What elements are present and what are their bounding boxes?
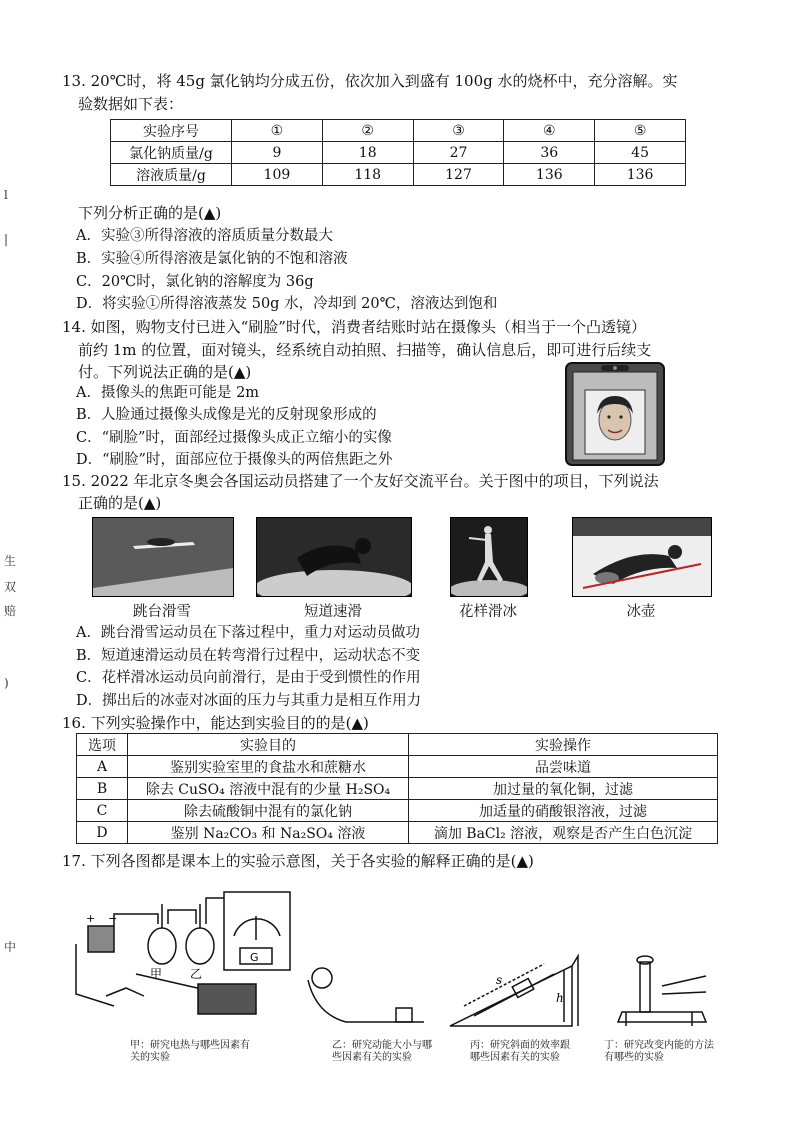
table-header-cell: ⑤: [595, 120, 686, 142]
table-row: [77, 800, 718, 822]
table-cell: 氯化钠质量/g: [111, 142, 232, 164]
caption-figure-jia: 甲：研究电热与哪些因素有关的实验: [130, 1040, 250, 1063]
margin-mark: 中: [4, 940, 17, 954]
table-cell: 加适量的硝酸银溶液，过滤: [409, 800, 718, 822]
figure-label-jia: 甲: [150, 967, 163, 981]
q13-data-table: [110, 119, 686, 186]
svg-text:−: −: [108, 912, 118, 925]
internal-energy-figure: [602, 948, 712, 1030]
circuit-heating-figure: [66, 884, 300, 1034]
table-header-cell: 实验操作: [409, 734, 718, 756]
table-cell: 36: [504, 142, 595, 164]
margin-mark: 生: [4, 554, 17, 568]
caption-curling: 冰壶: [626, 604, 656, 620]
table-header-cell: 选项: [77, 734, 128, 756]
table-cell: B: [77, 778, 128, 800]
q17-stem: 17. 下列各图都是课本上的实验示意图，关于各实验的解释正确的是(▲): [62, 852, 534, 870]
table-cell: 18: [322, 142, 413, 164]
q13-stem-line2: 验数据如下表：: [78, 95, 184, 113]
figure-label-yi: 乙: [190, 967, 203, 981]
table-cell: C: [77, 800, 128, 822]
table-row: [77, 822, 718, 844]
q15-option-d: D．掷出后的冰壶对冰面的压力与其重力是相互作用力: [76, 693, 422, 709]
table-cell: 除去硫酸铜中混有的氯化钠: [128, 800, 409, 822]
table-header-cell: ①: [232, 120, 323, 142]
table-cell: D: [77, 822, 128, 844]
table-cell: 品尝味道: [409, 756, 718, 778]
caption-figure-bing: 丙：研究斜面的效率跟哪些因素有关的实验: [470, 1040, 570, 1063]
kinetic-energy-figure: [306, 964, 428, 1032]
margin-mark: 赔: [4, 604, 17, 618]
q16-experiment-table: [76, 733, 718, 844]
caption-figure-skating: 花样滑冰: [459, 604, 517, 620]
q13-option-b: B．实验④所得溶液是氯化钠的不饱和溶液: [76, 251, 348, 267]
incline-label-s: s: [496, 973, 503, 987]
caption-speed-skating: 短道速滑: [304, 604, 362, 620]
table-cell: 除去 CuSO₄ 溶液中混有的少量 H₂SO₄: [128, 778, 409, 800]
ski-jumping-photo: [92, 517, 234, 597]
margin-mark: l: [4, 188, 8, 202]
svg-text:+: +: [86, 912, 96, 925]
table-row: [77, 756, 718, 778]
q15-option-a: A．跳台滑雪运动员在下落过程中，重力对运动员做功: [76, 625, 420, 641]
table-row: [111, 164, 686, 186]
q13-stem-line1: 13. 20℃时，将 45g 氯化钠均分成五份，依次加入到盛有 100g 水的烧杯中，充分溶解。实: [62, 72, 678, 90]
table-cell: 鉴别 Na₂CO₃ 和 Na₂SO₄ 溶液: [128, 822, 409, 844]
q14-stem-line1: 14. 如图，购物支付已进入“刷脸”时代，消费者结账时站在摄像头（相当于一个凸透镜）: [62, 318, 646, 336]
table-header-cell: ②: [322, 120, 413, 142]
table-header-cell: ④: [504, 120, 595, 142]
table-cell: 27: [413, 142, 504, 164]
table-cell: 127: [413, 164, 504, 186]
margin-mark: |: [4, 232, 9, 246]
table-header-cell: 实验序号: [111, 120, 232, 142]
q13-option-c: C．20℃时，氯化钠的溶解度为 36g: [76, 274, 314, 290]
table-row: [77, 734, 718, 756]
table-cell: 45: [595, 142, 686, 164]
table-row: [77, 778, 718, 800]
figure-skating-photo: [450, 517, 528, 597]
table-cell: A: [77, 756, 128, 778]
caption-ski-jumping: 跳台滑雪: [133, 604, 191, 620]
q13-prompt: 下列分析正确的是(▲): [78, 204, 222, 222]
q15-option-b: B．短道速滑运动员在转弯滑行过程中，运动状态不变: [76, 648, 421, 664]
curling-photo: [572, 517, 712, 597]
margin-mark: 双: [4, 580, 17, 594]
incline-label-h: h: [556, 991, 564, 1005]
q14-stem-line2: 前约 1m 的位置，面对镜头，经系统自动拍照、扫描等，确认信息后，即可进行后续支: [78, 341, 652, 359]
face-pay-camera-figure: [565, 362, 665, 466]
table-cell: 118: [322, 164, 413, 186]
table-cell: 溶液质量/g: [111, 164, 232, 186]
q15-option-c: C．花样滑冰运动员向前滑行，是由于受到惯性的作用: [76, 670, 421, 686]
table-header-cell: ③: [413, 120, 504, 142]
caption-figure-ding: 丁：研究改变内能的方法有哪些的实验: [604, 1040, 714, 1063]
q15-stem-line1: 15. 2022 年北京冬奥会各国运动员搭建了一个友好交流平台。关于图中的项目，下列说法: [62, 472, 659, 490]
table-cell: 滴加 BaCl₂ 溶液，观察是否产生白色沉淀: [409, 822, 718, 844]
table-row: [111, 120, 686, 142]
caption-figure-yi: 乙：研究动能大小与哪些因素有关的实验: [332, 1040, 432, 1063]
q13-option-d: D．将实验①所得溶液蒸发 50g 水，冷却到 20℃，溶液达到饱和: [76, 296, 498, 312]
q14-option-b: B．人脸通过摄像头成像是光的反射现象形成的: [76, 407, 377, 423]
table-row: [111, 142, 686, 164]
table-header-cell: 实验目的: [128, 734, 409, 756]
table-cell: 鉴别实验室里的食盐水和蔗糖水: [128, 756, 409, 778]
table-cell: 136: [504, 164, 595, 186]
incline-efficiency-figure: [444, 946, 584, 1034]
table-cell: 9: [232, 142, 323, 164]
q16-stem: 16. 下列实验操作中，能达到实验目的的是(▲): [62, 714, 369, 732]
table-cell: 加过量的氧化铜，过滤: [409, 778, 718, 800]
galvanometer-label: G: [250, 951, 259, 964]
q14-option-a: A．摄像头的焦距可能是 2m: [76, 385, 260, 401]
margin-mark: ): [4, 676, 9, 690]
table-cell: 109: [232, 164, 323, 186]
table-cell: 136: [595, 164, 686, 186]
q14-stem-line3: 付。下列说法正确的是(▲): [78, 363, 252, 381]
q14-option-c: C．“刷脸”时，面部经过摄像头成正立缩小的实像: [76, 430, 392, 446]
speed-skating-photo: [256, 517, 412, 597]
q14-option-d: D．“刷脸”时，面部应位于摄像头的两倍焦距之外: [76, 452, 393, 468]
q15-stem-line2: 正确的是(▲): [78, 494, 162, 512]
q13-option-a: A．实验③所得溶液的溶质质量分数最大: [76, 228, 333, 244]
